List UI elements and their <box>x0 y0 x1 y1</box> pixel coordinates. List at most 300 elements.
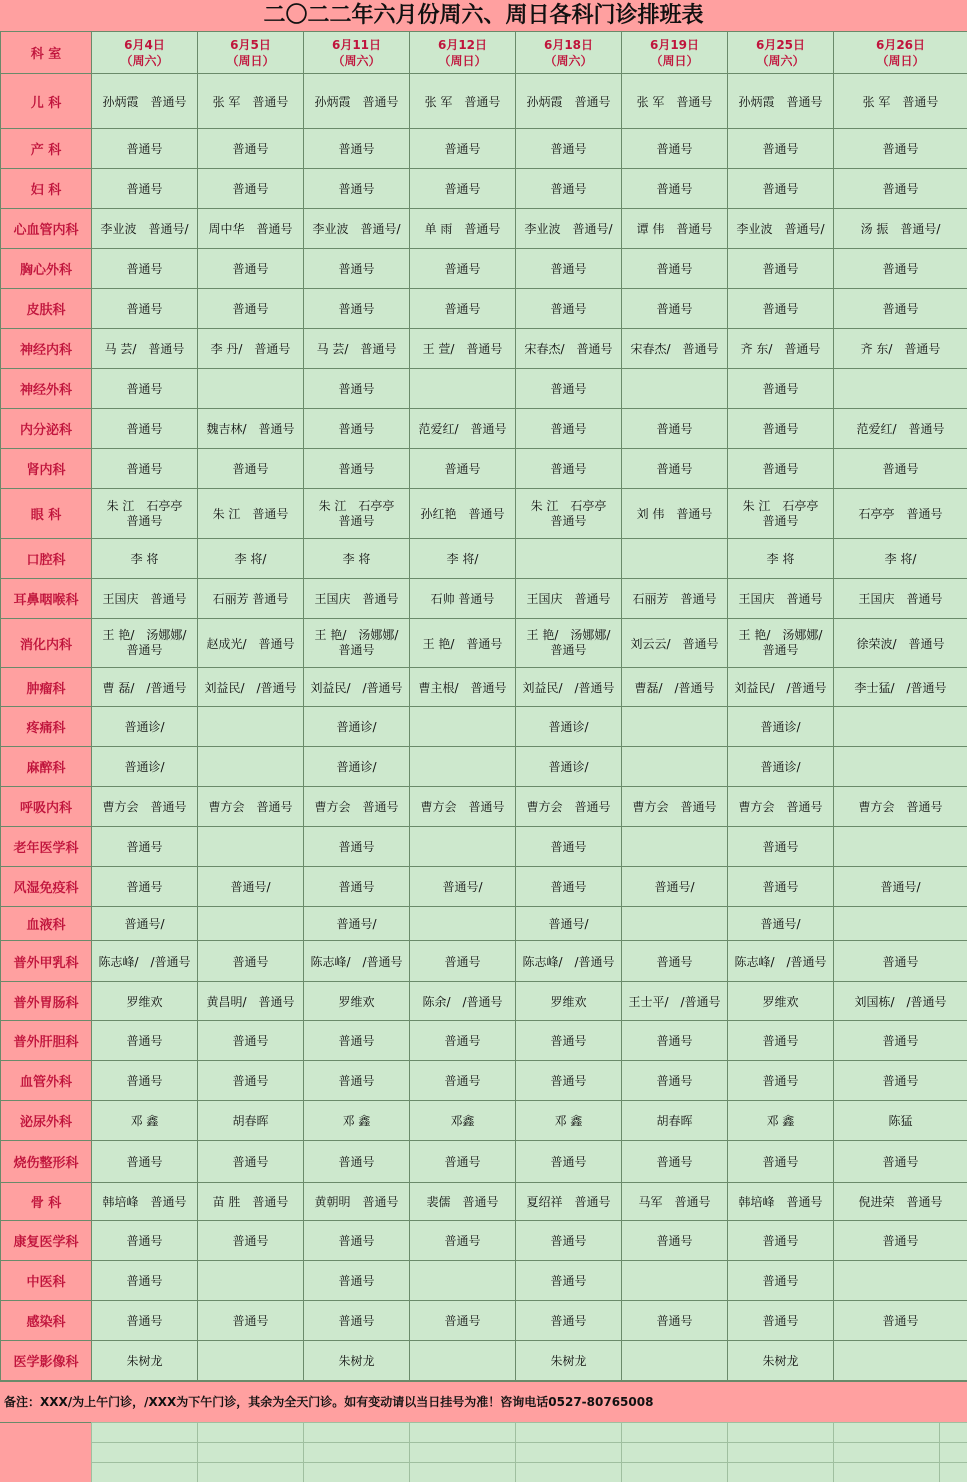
schedule-cell: 普通号 <box>410 289 516 329</box>
table-row <box>1 289 967 329</box>
weekday-label: （周六） <box>544 53 593 68</box>
schedule-cell: 邓 鑫 <box>92 1101 198 1141</box>
schedule-cell: 李业波 普通号/ <box>304 209 410 249</box>
schedule-cell: 胡春晖 <box>198 1101 304 1141</box>
page-title: 二〇二二年六月份周六、周日各科门诊排班表 <box>263 2 704 28</box>
date-column-header <box>304 32 410 74</box>
schedule-cell: 李 将 <box>92 539 198 579</box>
schedule-cell: 陈余/ /普通号 <box>410 982 516 1021</box>
weekday-label: （周日） <box>876 53 925 68</box>
department-name: 内分泌科 <box>1 409 92 449</box>
table-row <box>1 668 967 707</box>
date-column-header <box>198 32 304 74</box>
schedule-cell: 王 萱/ 普通号 <box>410 329 516 369</box>
schedule-cell <box>622 539 728 579</box>
empty-grid-area <box>91 1422 967 1482</box>
date-column-header <box>516 32 622 74</box>
department-name: 医学影像科 <box>1 1341 92 1381</box>
department-name: 神经内科 <box>1 329 92 369</box>
schedule-cell: 普通号 <box>622 1061 728 1101</box>
schedule-cell: 普通号 <box>92 369 198 409</box>
schedule-cell <box>198 747 304 787</box>
table-row <box>1 209 967 249</box>
schedule-cell: 普通号 <box>92 249 198 289</box>
department-name: 中医科 <box>1 1261 92 1301</box>
schedule-cell: 普通号 <box>410 449 516 489</box>
schedule-cell <box>834 907 967 941</box>
department-name: 心血管内科 <box>1 209 92 249</box>
department-name: 产 科 <box>1 129 92 169</box>
schedule-cell <box>728 619 834 668</box>
schedule-cell: 普通号 <box>410 129 516 169</box>
schedule-cell: 陈志峰/ /普通号 <box>92 941 198 982</box>
schedule-cell <box>834 747 967 787</box>
schedule-cell: 刘益民/ /普通号 <box>304 668 410 707</box>
department-name: 肿瘤科 <box>1 668 92 707</box>
schedule-cell: 张 军 普通号 <box>834 74 967 129</box>
schedule-cell: 普通号 <box>92 1301 198 1341</box>
schedule-cell: 普通号 <box>516 1141 622 1183</box>
schedule-cell: 魏吉林/ 普通号 <box>198 409 304 449</box>
schedule-cell <box>198 1341 304 1381</box>
schedule-cell: 普通号 <box>516 827 622 867</box>
schedule-cell: 普通号 <box>198 449 304 489</box>
schedule-cell: 邓 鑫 <box>728 1101 834 1141</box>
schedule-cell: 普通号 <box>516 409 622 449</box>
schedule-cell <box>516 489 622 539</box>
schedule-cell: 普通号 <box>304 1261 410 1301</box>
schedule-cell: 范爱红/ 普通号 <box>834 409 967 449</box>
schedule-cell: 普通号 <box>516 289 622 329</box>
schedule-cell: 普通号 <box>622 1141 728 1183</box>
schedule-cell: 徐荣波/ 普通号 <box>834 619 967 668</box>
schedule-cell <box>198 907 304 941</box>
schedule-cell: 普通号 <box>516 1221 622 1261</box>
schedule-cell: 刘益民/ /普通号 <box>198 668 304 707</box>
schedule-cell: 石帅 普通号 <box>410 579 516 619</box>
schedule-cell: 孙炳霞 普通号 <box>728 74 834 129</box>
department-name: 风湿免疫科 <box>1 867 92 907</box>
schedule-cell-line: 普通号 <box>550 513 587 528</box>
date-label: 6月25日 <box>755 37 806 52</box>
schedule-cell <box>410 707 516 747</box>
schedule-cell: 齐 东/ 普通号 <box>728 329 834 369</box>
schedule-cell: 普通号 <box>834 1221 967 1261</box>
schedule-cell: 普通号 <box>728 449 834 489</box>
table-row <box>1 1141 967 1183</box>
schedule-cell: 普通号 <box>622 249 728 289</box>
department-name: 耳鼻咽喉科 <box>1 579 92 619</box>
date-column-header <box>92 32 198 74</box>
schedule-cell: 普通号 <box>198 1221 304 1261</box>
schedule-cell-line: 普通号 <box>762 513 799 528</box>
schedule-cell: 普通号 <box>834 129 967 169</box>
schedule-cell: 普通号 <box>198 289 304 329</box>
department-name: 普外胃肠科 <box>1 982 92 1021</box>
date-label: 6月5日 <box>230 37 271 52</box>
table-row <box>1 1021 967 1061</box>
schedule-cell: 普通号 <box>304 129 410 169</box>
schedule-cell: 王国庆 普通号 <box>92 579 198 619</box>
date-column-header <box>410 32 516 74</box>
schedule-cell: 普通号 <box>410 249 516 289</box>
table-row <box>1 982 967 1021</box>
schedule-cell: 普通号 <box>834 941 967 982</box>
schedule-cell-line: 普通号 <box>126 513 163 528</box>
schedule-cell: 普通号 <box>728 289 834 329</box>
schedule-cell: 普通诊/ <box>92 747 198 787</box>
schedule-cell: 周中华 普通号 <box>198 209 304 249</box>
schedule-cell: 普通号/ <box>728 907 834 941</box>
schedule-cell <box>622 1261 728 1301</box>
table-row <box>1 1061 967 1101</box>
department-name: 疼痛科 <box>1 707 92 747</box>
department-name: 肾内科 <box>1 449 92 489</box>
weekday-label: （周日） <box>650 53 699 68</box>
schedule-cell: 陈志峰/ /普通号 <box>516 941 622 982</box>
schedule-cell: 谭 伟 普通号 <box>622 209 728 249</box>
schedule-cell: 普通号 <box>834 1061 967 1101</box>
schedule-cell: 普通号 <box>410 1301 516 1341</box>
schedule-cell: 普通号 <box>728 1061 834 1101</box>
schedule-cell: 普通号 <box>410 941 516 982</box>
schedule-cell: 邓 鑫 <box>304 1101 410 1141</box>
schedule-cell: 李业波 普通号/ <box>728 209 834 249</box>
department-name: 普外肝胆科 <box>1 1021 92 1061</box>
table-row <box>1 1101 967 1141</box>
schedule-cell: 曹方会 普通号 <box>516 787 622 827</box>
schedule-cell <box>516 539 622 579</box>
table-row <box>1 1183 967 1221</box>
table-row <box>1 1261 967 1301</box>
schedule-cell: 石亭亭 普通号 <box>834 489 967 539</box>
schedule-cell: 普通号/ <box>834 867 967 907</box>
schedule-cell: 王 艳/ 普通号 <box>410 619 516 668</box>
schedule-cell: 李 丹/ 普通号 <box>198 329 304 369</box>
schedule-cell: 普通号 <box>304 1061 410 1101</box>
schedule-cell: 李业波 普通号/ <box>92 209 198 249</box>
schedule-cell: 曹方会 普通号 <box>92 787 198 827</box>
schedule-cell: 陈志峰/ /普通号 <box>304 941 410 982</box>
schedule-cell: 普通号/ <box>92 907 198 941</box>
schedule-cell: 宋春杰/ 普通号 <box>516 329 622 369</box>
schedule-cell <box>304 489 410 539</box>
schedule-cell: 李 将/ <box>834 539 967 579</box>
schedule-cell: 范爱红/ 普通号 <box>410 409 516 449</box>
department-name: 普外甲乳科 <box>1 941 92 982</box>
table-row <box>1 787 967 827</box>
schedule-cell: 普通号 <box>834 249 967 289</box>
schedule-cell: 普通号 <box>834 1141 967 1183</box>
schedule-cell: 李 将 <box>304 539 410 579</box>
schedule-cell: 普通号 <box>728 129 834 169</box>
schedule-cell: 普通诊/ <box>516 747 622 787</box>
schedule-cell: 罗维欢 <box>516 982 622 1021</box>
table-row <box>1 707 967 747</box>
schedule-cell <box>92 619 198 668</box>
schedule-cell: 朱 江 普通号 <box>198 489 304 539</box>
schedule-cell: 普通诊/ <box>304 707 410 747</box>
schedule-cell: 普通号 <box>304 1221 410 1261</box>
table-row <box>1 449 967 489</box>
schedule-cell: 马 芸/ 普通号 <box>92 329 198 369</box>
schedule-cell: 邓 鑫 <box>516 1101 622 1141</box>
schedule-cell-line: 朱 江 石亭亭 <box>742 498 819 513</box>
schedule-cell: 普通号 <box>622 289 728 329</box>
schedule-cell: 张 军 普通号 <box>198 74 304 129</box>
department-name: 麻醉科 <box>1 747 92 787</box>
schedule-cell-line: 普通号 <box>550 643 587 657</box>
department-name: 口腔科 <box>1 539 92 579</box>
schedule-cell: 朱树龙 <box>516 1341 622 1381</box>
schedule-cell: 普通号 <box>622 1221 728 1261</box>
schedule-cell: 普通号 <box>834 289 967 329</box>
schedule-cell-line: 普通号 <box>338 643 375 657</box>
schedule-cell <box>834 827 967 867</box>
schedule-cell-line: 普通号 <box>338 513 375 528</box>
schedule-cell: 普通号 <box>198 129 304 169</box>
schedule-cell: 普通号 <box>92 409 198 449</box>
schedule-cell: 黄朝明 普通号 <box>304 1183 410 1221</box>
department-name: 儿 科 <box>1 74 92 129</box>
schedule-cell: 普通号 <box>516 1261 622 1301</box>
schedule-cell: 普通号/ <box>198 867 304 907</box>
department-name: 骨 科 <box>1 1183 92 1221</box>
schedule-cell: 普通号 <box>92 1061 198 1101</box>
schedule-cell: 刘云云/ 普通号 <box>622 619 728 668</box>
schedule-cell: 曹磊/ /普通号 <box>622 668 728 707</box>
schedule-cell: 孙炳霞 普通号 <box>516 74 622 129</box>
date-label: 6月19日 <box>649 37 700 52</box>
schedule-cell <box>198 827 304 867</box>
schedule-cell: 普通号 <box>410 1141 516 1183</box>
schedule-cell <box>410 827 516 867</box>
department-name: 老年医学科 <box>1 827 92 867</box>
schedule-cell <box>622 707 728 747</box>
schedule-cell <box>516 619 622 668</box>
schedule-cell <box>834 1261 967 1301</box>
schedule-cell: 普通号 <box>198 1301 304 1341</box>
schedule-cell: 普通号 <box>834 449 967 489</box>
schedule-cell: 苗 胜 普通号 <box>198 1183 304 1221</box>
table-row <box>1 1221 967 1261</box>
schedule-cell: 普通号/ <box>410 867 516 907</box>
schedule-cell: 曹方会 普通号 <box>834 787 967 827</box>
schedule-cell: 宋春杰/ 普通号 <box>622 329 728 369</box>
schedule-cell: 孙炳霞 普通号 <box>304 74 410 129</box>
table-row <box>1 867 967 907</box>
schedule-cell: 普通号 <box>516 369 622 409</box>
schedule-cell: 普通号 <box>304 1021 410 1061</box>
schedule-cell-line: 朱 江 石亭亭 <box>318 498 395 513</box>
schedule-cell: 普通号 <box>92 1141 198 1183</box>
schedule-cell: 普通号 <box>516 449 622 489</box>
schedule-cell: 普通号 <box>198 1141 304 1183</box>
schedule-cell <box>622 827 728 867</box>
department-name: 血管外科 <box>1 1061 92 1101</box>
schedule-cell: 王国庆 普通号 <box>516 579 622 619</box>
table-row <box>1 74 967 129</box>
schedule-cell: 曹方会 普通号 <box>622 787 728 827</box>
table-row <box>1 129 967 169</box>
schedule-cell: 罗维欢 <box>304 982 410 1021</box>
table-row <box>1 169 967 209</box>
schedule-cell: 石丽芳 普通号 <box>622 579 728 619</box>
schedule-cell: 刘益民/ /普通号 <box>516 668 622 707</box>
schedule-cell: 普通诊/ <box>516 707 622 747</box>
schedule-cell: 普通诊/ <box>728 707 834 747</box>
weekday-label: （周六） <box>120 53 169 68</box>
date-column-header <box>622 32 728 74</box>
schedule-table <box>0 31 967 1381</box>
schedule-cell: 普通号 <box>410 169 516 209</box>
schedule-cell: 普通号 <box>198 1021 304 1061</box>
schedule-cell: 普通号 <box>304 369 410 409</box>
schedule-cell: 孙红艳 普通号 <box>410 489 516 539</box>
table-row <box>1 941 967 982</box>
schedule-cell: 普通号/ <box>304 907 410 941</box>
table-row <box>1 409 967 449</box>
schedule-cell: 李 将 <box>728 539 834 579</box>
schedule-cell: 普通号 <box>92 827 198 867</box>
schedule-cell: 刘益民/ /普通号 <box>728 668 834 707</box>
schedule-cell <box>622 1341 728 1381</box>
table-row <box>1 579 967 619</box>
schedule-cell-line: 王 艳/ 汤娜娜/ <box>526 628 611 642</box>
schedule-cell: 普通号 <box>198 249 304 289</box>
schedule-cell: 刘 伟 普通号 <box>622 489 728 539</box>
schedule-cell: 赵成光/ 普通号 <box>198 619 304 668</box>
schedule-cell: 倪进荣 普通号 <box>834 1183 967 1221</box>
department-name: 胸心外科 <box>1 249 92 289</box>
schedule-cell: 罗维欢 <box>92 982 198 1021</box>
schedule-cell: 普通号 <box>92 289 198 329</box>
schedule-cell-line: 王 艳/ 汤娜娜/ <box>314 628 399 642</box>
schedule-cell: 普通号 <box>198 941 304 982</box>
schedule-cell: 普通号/ <box>622 867 728 907</box>
schedule-cell: 陈志峰/ /普通号 <box>728 941 834 982</box>
schedule-cell: 孙炳霞 普通号 <box>92 74 198 129</box>
date-label: 6月4日 <box>124 37 165 52</box>
schedule-cell: 普通号 <box>92 1221 198 1261</box>
note-row <box>0 1381 967 1423</box>
schedule-cell: 夏绍祥 普通号 <box>516 1183 622 1221</box>
schedule-cell: 普通号 <box>516 169 622 209</box>
department-name: 感染科 <box>1 1301 92 1341</box>
schedule-cell: 刘国栋/ /普通号 <box>834 982 967 1021</box>
schedule-cell: 普通号 <box>516 1301 622 1341</box>
schedule-cell: 单 雨 普通号 <box>410 209 516 249</box>
schedule-cell: 普通号 <box>728 1261 834 1301</box>
schedule-cell: 普通号 <box>198 1061 304 1101</box>
schedule-cell-line: 王 艳/ 汤娜娜/ <box>738 628 823 642</box>
schedule-cell: 普通号 <box>304 249 410 289</box>
schedule-cell <box>834 707 967 747</box>
schedule-cell <box>410 907 516 941</box>
schedule-cell: 普通号 <box>728 1141 834 1183</box>
schedule-cell: 汤 振 普通号/ <box>834 209 967 249</box>
schedule-cell: 曹方会 普通号 <box>198 787 304 827</box>
schedule-cell: 朱树龙 <box>304 1341 410 1381</box>
schedule-cell: 胡春晖 <box>622 1101 728 1141</box>
schedule-cell <box>834 369 967 409</box>
schedule-cell: 曹方会 普通号 <box>728 787 834 827</box>
schedule-cell: 普通号 <box>516 249 622 289</box>
schedule-cell: 普通号 <box>92 129 198 169</box>
schedule-cell: 罗维欢 <box>728 982 834 1021</box>
table-row <box>1 747 967 787</box>
schedule-cell: 普通号 <box>622 129 728 169</box>
schedule-cell: 普通号 <box>516 1061 622 1101</box>
schedule-cell: 李 将/ <box>410 539 516 579</box>
schedule-cell: 曹 磊/ /普通号 <box>92 668 198 707</box>
schedule-cell: 普通号 <box>728 369 834 409</box>
table-row <box>1 619 967 668</box>
department-name: 血液科 <box>1 907 92 941</box>
schedule-cell: 普通号 <box>728 1021 834 1061</box>
department-name: 皮肤科 <box>1 289 92 329</box>
schedule-cell: 普通号 <box>304 1301 410 1341</box>
weekday-label: （周日） <box>438 53 487 68</box>
schedule-cell: 普通号 <box>410 1021 516 1061</box>
schedule-cell: 李 将/ <box>198 539 304 579</box>
schedule-cell: 李士猛/ /普通号 <box>834 668 967 707</box>
schedule-cell: 王国庆 普通号 <box>728 579 834 619</box>
department-name: 妇 科 <box>1 169 92 209</box>
dept-column-header: 科 室 <box>1 32 92 74</box>
schedule-cell: 普通号 <box>304 169 410 209</box>
schedule-cell-line: 普通号 <box>126 643 163 657</box>
table-row <box>1 489 967 539</box>
schedule-cell-line: 王 艳/ 汤娜娜/ <box>102 628 187 642</box>
schedule-cell: 普通号 <box>516 1021 622 1061</box>
schedule-cell: 普通号 <box>728 169 834 209</box>
schedule-cell <box>622 907 728 941</box>
schedule-cell <box>728 489 834 539</box>
schedule-cell-line: 朱 江 石亭亭 <box>106 498 183 513</box>
department-name: 呼吸内科 <box>1 787 92 827</box>
schedule-cell <box>834 1341 967 1381</box>
department-name: 泌尿外科 <box>1 1101 92 1141</box>
schedule-cell: 普通号 <box>834 169 967 209</box>
schedule-cell: 朱树龙 <box>92 1341 198 1381</box>
table-row <box>1 249 967 289</box>
weekday-label: （周日） <box>226 53 275 68</box>
schedule-cell <box>622 747 728 787</box>
table-row <box>1 539 967 579</box>
date-label: 6月12日 <box>437 37 488 52</box>
table-row <box>1 1341 967 1381</box>
schedule-cell: 普通号 <box>728 409 834 449</box>
schedule-cell <box>410 369 516 409</box>
schedule-cell: 普通号 <box>410 1221 516 1261</box>
schedule-cell <box>622 369 728 409</box>
schedule-cell: 普通号 <box>728 867 834 907</box>
schedule-cell: 普通号 <box>304 867 410 907</box>
schedule-cell: 韩培峰 普通号 <box>728 1183 834 1221</box>
schedule-cell: 曹方会 普通号 <box>410 787 516 827</box>
schedule-cell <box>410 1261 516 1301</box>
schedule-cell: 石丽芳 普通号 <box>198 579 304 619</box>
schedule-cell: 王国庆 普通号 <box>834 579 967 619</box>
schedule-cell: 普通号 <box>622 1301 728 1341</box>
schedule-cell <box>410 747 516 787</box>
schedule-cell: 韩培峰 普通号 <box>92 1183 198 1221</box>
schedule-cell: 普通号/ <box>516 907 622 941</box>
schedule-cell: 普通号 <box>92 1261 198 1301</box>
schedule-cell <box>304 619 410 668</box>
schedule-cell: 普通诊/ <box>728 747 834 787</box>
